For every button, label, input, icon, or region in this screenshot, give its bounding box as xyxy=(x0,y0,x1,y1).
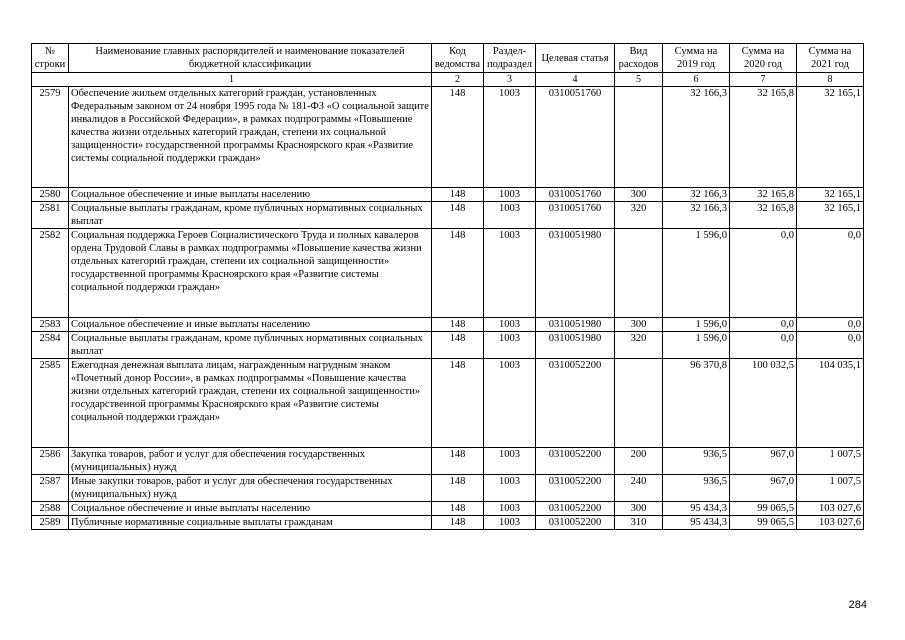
row-number: 2582 xyxy=(32,229,69,318)
row-number: 2585 xyxy=(32,359,69,448)
page-number: 284 xyxy=(848,599,867,611)
row-sum-2021: 104 035,1 xyxy=(797,359,864,448)
row-sum-2021: 32 165,1 xyxy=(797,188,864,202)
row-target-article: 0310052200 xyxy=(536,516,615,530)
row-target-article: 0310051760 xyxy=(536,202,615,229)
row-section-code: 1003 xyxy=(484,502,536,516)
row-expense-type: 200 xyxy=(615,448,663,475)
row-number: 2584 xyxy=(32,332,69,359)
row-sum-2021: 103 027,6 xyxy=(797,502,864,516)
row-expense-type xyxy=(615,229,663,318)
row-name: Закупка товаров, работ и услуг для обеспечения государственных (муниципальных) нужд xyxy=(69,448,432,475)
table-row xyxy=(32,332,864,359)
row-dept-code: 148 xyxy=(432,229,484,318)
row-target-article: 0310051760 xyxy=(536,188,615,202)
row-number: 2587 xyxy=(32,475,69,502)
header-dept: Код ведомства xyxy=(432,44,484,73)
row-sum-2020: 32 165,8 xyxy=(730,188,797,202)
table-row xyxy=(32,502,864,516)
table-row xyxy=(32,318,864,332)
row-sum-2020: 967,0 xyxy=(730,448,797,475)
row-sum-2019: 96 370,8 xyxy=(663,359,730,448)
row-expense-type: 320 xyxy=(615,332,663,359)
row-section-code: 1003 xyxy=(484,475,536,502)
row-target-article: 0310052200 xyxy=(536,475,615,502)
row-sum-2019: 32 166,3 xyxy=(663,188,730,202)
row-name: Социальная поддержка Героев Социалистического Труда и полных кавалеров ордена Трудовой Славы в рамках подпрограммы «Повышение качества жизни отдельных категорий граждан, степени их социальной защищенности» государственной программы Красноярского края «Развитие системы социальной поддержки граждан» xyxy=(69,229,432,318)
header-section: Раздел-подраздел xyxy=(484,44,536,73)
row-sum-2020: 0,0 xyxy=(730,229,797,318)
column-number: 6 xyxy=(663,73,730,87)
header-sum-2021: Сумма на 2021 год xyxy=(797,44,864,73)
row-section-code: 1003 xyxy=(484,229,536,318)
row-section-code: 1003 xyxy=(484,202,536,229)
row-name: Социальные выплаты гражданам, кроме публичных нормативных социальных выплат xyxy=(69,332,432,359)
row-dept-code: 148 xyxy=(432,475,484,502)
row-sum-2021: 1 007,5 xyxy=(797,475,864,502)
row-dept-code: 148 xyxy=(432,359,484,448)
header-sum-2019: Сумма на 2019 год xyxy=(663,44,730,73)
row-section-code: 1003 xyxy=(484,332,536,359)
row-dept-code: 148 xyxy=(432,202,484,229)
row-name: Социальное обеспечение и иные выплаты населению xyxy=(69,318,432,332)
row-target-article: 0310051980 xyxy=(536,318,615,332)
column-number: 4 xyxy=(536,73,615,87)
column-number: 5 xyxy=(615,73,663,87)
row-sum-2019: 1 596,0 xyxy=(663,318,730,332)
table-row xyxy=(32,202,864,229)
row-sum-2019: 1 596,0 xyxy=(663,332,730,359)
row-sum-2020: 0,0 xyxy=(730,332,797,359)
row-sum-2019: 95 434,3 xyxy=(663,516,730,530)
column-number: 7 xyxy=(730,73,797,87)
row-sum-2020: 0,0 xyxy=(730,318,797,332)
row-name: Социальное обеспечение и иные выплаты населению xyxy=(69,502,432,516)
row-expense-type xyxy=(615,87,663,188)
row-name: Социальные выплаты гражданам, кроме публичных нормативных социальных выплат xyxy=(69,202,432,229)
row-sum-2019: 936,5 xyxy=(663,475,730,502)
row-sum-2020: 967,0 xyxy=(730,475,797,502)
row-number: 2588 xyxy=(32,502,69,516)
row-expense-type: 300 xyxy=(615,318,663,332)
row-section-code: 1003 xyxy=(484,87,536,188)
row-target-article: 0310052200 xyxy=(536,448,615,475)
row-sum-2019: 1 596,0 xyxy=(663,229,730,318)
row-target-article: 0310051980 xyxy=(536,229,615,318)
header-sum-2020: Сумма на 2020 год xyxy=(730,44,797,73)
row-dept-code: 148 xyxy=(432,516,484,530)
table-row xyxy=(32,516,864,530)
row-dept-code: 148 xyxy=(432,448,484,475)
column-number: 3 xyxy=(484,73,536,87)
row-sum-2020: 99 065,5 xyxy=(730,502,797,516)
row-sum-2019: 936,5 xyxy=(663,448,730,475)
row-sum-2021: 0,0 xyxy=(797,318,864,332)
column-number: 8 xyxy=(797,73,864,87)
row-sum-2019: 32 166,3 xyxy=(663,202,730,229)
table-row xyxy=(32,87,864,188)
header-exp-type: Вид расходов xyxy=(615,44,663,73)
row-expense-type: 240 xyxy=(615,475,663,502)
row-sum-2020: 100 032,5 xyxy=(730,359,797,448)
header-row xyxy=(32,44,864,73)
table-row xyxy=(32,229,864,318)
row-sum-2021: 0,0 xyxy=(797,332,864,359)
row-number: 2589 xyxy=(32,516,69,530)
row-number: 2580 xyxy=(32,188,69,202)
row-name: Иные закупки товаров, работ и услуг для обеспечения государственных (муниципальных) нужд xyxy=(69,475,432,502)
row-sum-2021: 32 165,1 xyxy=(797,87,864,188)
row-sum-2021: 1 007,5 xyxy=(797,448,864,475)
row-dept-code: 148 xyxy=(432,318,484,332)
row-dept-code: 148 xyxy=(432,332,484,359)
table-body xyxy=(32,87,864,530)
row-name: Обеспечение жильем отдельных категорий граждан, установленных Федеральным законом от 24 ноября 1995 года № 181-ФЗ «О социальной защите инвалидов в Российской Федерации», в рамках подпрограммы «Повышение качества жизни отдельных категорий граждан, степени их социальной защищенности» государственной программы Красноярского края «Развитие системы социальной поддержки граждан» xyxy=(69,87,432,188)
table-row xyxy=(32,475,864,502)
header-row-no: № строки xyxy=(32,44,69,73)
row-number: 2583 xyxy=(32,318,69,332)
row-expense-type xyxy=(615,359,663,448)
header-target: Целевая статья xyxy=(536,44,615,73)
table-row xyxy=(32,359,864,448)
header-name: Наименование главных распорядителей и наименование показателей бюджетной классификации xyxy=(69,44,432,73)
table-row xyxy=(32,448,864,475)
row-section-code: 1003 xyxy=(484,188,536,202)
row-expense-type: 320 xyxy=(615,202,663,229)
row-sum-2021: 103 027,6 xyxy=(797,516,864,530)
row-target-article: 0310052200 xyxy=(536,502,615,516)
row-section-code: 1003 xyxy=(484,516,536,530)
row-section-code: 1003 xyxy=(484,448,536,475)
row-sum-2020: 99 065,5 xyxy=(730,516,797,530)
column-number: 2 xyxy=(432,73,484,87)
row-target-article: 0310051980 xyxy=(536,332,615,359)
row-sum-2020: 32 165,8 xyxy=(730,87,797,188)
row-expense-type: 300 xyxy=(615,188,663,202)
column-numbers-row xyxy=(32,73,864,87)
row-number: 2581 xyxy=(32,202,69,229)
row-sum-2020: 32 165,8 xyxy=(730,202,797,229)
row-name: Ежегодная денежная выплата лицам, награжденным нагрудным знаком «Почетный донор России», в рамках подпрограммы «Повышение качества жизни отдельных категорий граждан, степени их социальной защищенности» государственной программы Красноярского края «Развитие системы социальной поддержки граждан» xyxy=(69,359,432,448)
row-dept-code: 148 xyxy=(432,188,484,202)
row-sum-2019: 95 434,3 xyxy=(663,502,730,516)
row-expense-type: 300 xyxy=(615,502,663,516)
row-number: 2586 xyxy=(32,448,69,475)
table-row xyxy=(32,188,864,202)
row-sum-2021: 32 165,1 xyxy=(797,202,864,229)
row-target-article: 0310051760 xyxy=(536,87,615,188)
row-name: Публичные нормативные социальные выплаты гражданам xyxy=(69,516,432,530)
row-dept-code: 148 xyxy=(432,502,484,516)
row-number: 2579 xyxy=(32,87,69,188)
row-section-code: 1003 xyxy=(484,318,536,332)
row-dept-code: 148 xyxy=(432,87,484,188)
row-name: Социальное обеспечение и иные выплаты населению xyxy=(69,188,432,202)
row-target-article: 0310052200 xyxy=(536,359,615,448)
row-expense-type: 310 xyxy=(615,516,663,530)
row-sum-2019: 32 166,3 xyxy=(663,87,730,188)
row-sum-2021: 0,0 xyxy=(797,229,864,318)
row-section-code: 1003 xyxy=(484,359,536,448)
column-number: 1 xyxy=(32,73,432,87)
budget-table xyxy=(31,43,864,530)
